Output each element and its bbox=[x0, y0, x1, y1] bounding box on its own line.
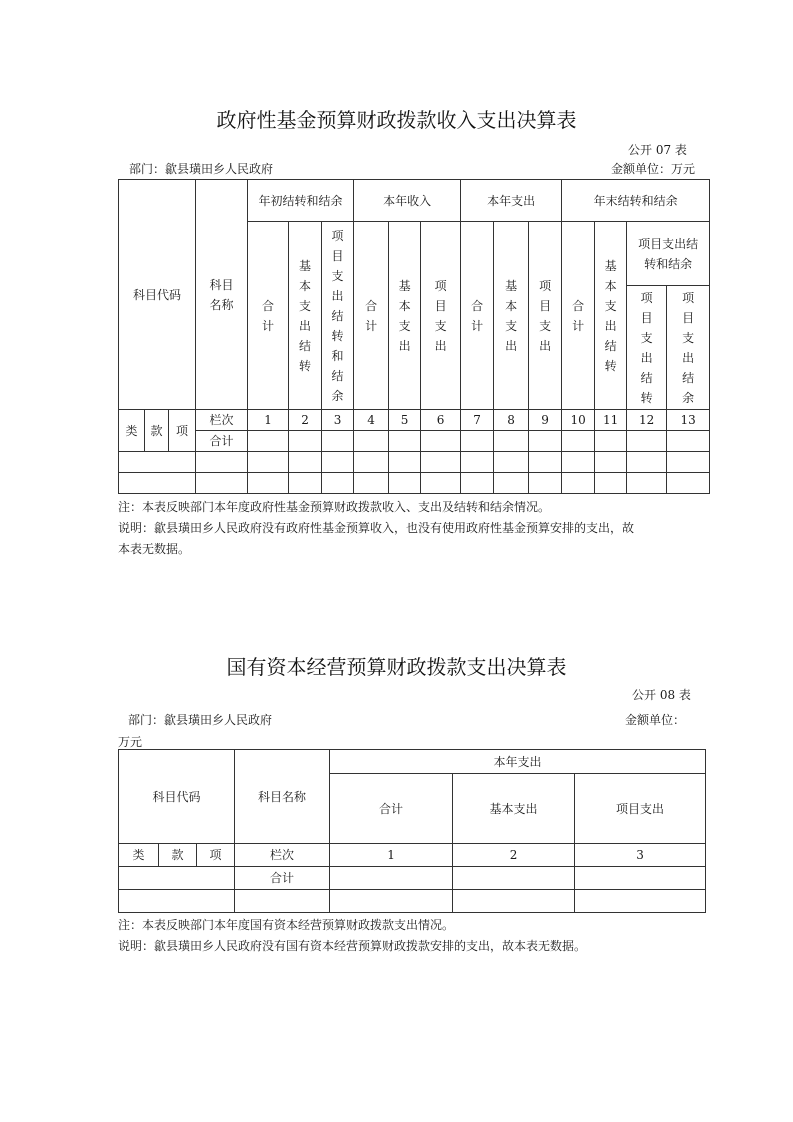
cell bbox=[627, 452, 667, 473]
header-kuan: 款 bbox=[145, 410, 169, 452]
cell bbox=[354, 431, 389, 452]
cell bbox=[595, 431, 627, 452]
header-code: 科目代码 bbox=[119, 750, 235, 844]
column-number: 10 bbox=[562, 410, 595, 431]
cell bbox=[421, 452, 461, 473]
column-number: 9 bbox=[529, 410, 562, 431]
cell bbox=[529, 452, 562, 473]
header-lei: 类 bbox=[119, 844, 159, 867]
header-kuan: 款 bbox=[159, 844, 197, 867]
table1-empty-row bbox=[119, 452, 710, 473]
header-end-group: 年末结转和结余 bbox=[562, 180, 710, 222]
header-expense-project: 项目支出 bbox=[529, 222, 562, 410]
table2-explanation: 说明：歙县璜田乡人民政府没有国有资本经营预算财政拨款安排的支出，故本表无数据。 bbox=[118, 939, 587, 953]
cell bbox=[322, 431, 354, 452]
cell bbox=[354, 473, 389, 494]
header-lei: 类 bbox=[119, 410, 145, 452]
column-number: 7 bbox=[461, 410, 494, 431]
table1-department: 部门：歙县璜田乡人民政府 bbox=[129, 162, 274, 176]
table1-empty-row bbox=[119, 473, 710, 494]
header-end-total: 合计 bbox=[562, 222, 595, 410]
sum-row-label: 合计 bbox=[235, 867, 330, 890]
header-column-no: 栏次 bbox=[196, 410, 248, 431]
cell bbox=[562, 452, 595, 473]
cell bbox=[575, 867, 706, 890]
table1-note: 注：本表反映部门本年度政府性基金预算财政拨款收入、支出及结转和结余情况。 bbox=[118, 500, 551, 514]
header-begin-project-carry-balance: 项目支出结转和结余 bbox=[322, 222, 354, 410]
column-number: 2 bbox=[453, 844, 575, 867]
table2 bbox=[118, 749, 706, 913]
table2-form-number: 公开 08 表 bbox=[632, 688, 691, 702]
table2-sum-row bbox=[119, 867, 706, 890]
cell bbox=[667, 431, 710, 452]
cell bbox=[421, 431, 461, 452]
table1 bbox=[118, 179, 710, 494]
column-number: 5 bbox=[389, 410, 421, 431]
cell bbox=[421, 473, 461, 494]
cell bbox=[322, 452, 354, 473]
header-expense-total: 合计 bbox=[461, 222, 494, 410]
header-name: 科目名称 bbox=[196, 180, 248, 410]
cell bbox=[330, 890, 453, 913]
cell bbox=[494, 473, 529, 494]
table2-unit: 金额单位： bbox=[625, 713, 686, 727]
cell bbox=[248, 452, 289, 473]
column-number: 4 bbox=[354, 410, 389, 431]
cell bbox=[494, 452, 529, 473]
cell bbox=[389, 431, 421, 452]
cell bbox=[196, 473, 248, 494]
cell bbox=[529, 473, 562, 494]
column-number: 2 bbox=[289, 410, 322, 431]
header-income-basic: 基本支出 bbox=[389, 222, 421, 410]
cell bbox=[289, 452, 322, 473]
cell bbox=[289, 473, 322, 494]
table1-explanation-line2: 本表无数据。 bbox=[118, 542, 191, 556]
table1-form-number: 公开 07 表 bbox=[628, 143, 687, 157]
header-income-project: 项目支出 bbox=[421, 222, 461, 410]
cell bbox=[595, 473, 627, 494]
cell bbox=[562, 431, 595, 452]
column-number: 1 bbox=[248, 410, 289, 431]
cell bbox=[322, 473, 354, 494]
header-total: 合计 bbox=[330, 774, 453, 844]
cell bbox=[494, 431, 529, 452]
cell bbox=[389, 473, 421, 494]
cell bbox=[627, 473, 667, 494]
header-income-total: 合计 bbox=[354, 222, 389, 410]
cell bbox=[562, 473, 595, 494]
column-number: 1 bbox=[330, 844, 453, 867]
header-expense-basic: 基本支出 bbox=[494, 222, 529, 410]
cell bbox=[529, 431, 562, 452]
header-end-project-group: 项目支出结转和结余 bbox=[627, 222, 710, 286]
header-end-project-balance: 项目支出结余 bbox=[667, 286, 710, 410]
header-column-no: 栏次 bbox=[235, 844, 330, 867]
cell bbox=[119, 452, 196, 473]
header-name: 科目名称 bbox=[235, 750, 330, 844]
header-basic: 基本支出 bbox=[453, 774, 575, 844]
cell bbox=[389, 452, 421, 473]
cell bbox=[248, 431, 289, 452]
column-number: 6 bbox=[421, 410, 461, 431]
cell bbox=[461, 452, 494, 473]
header-end-project-carry: 项目支出结转 bbox=[627, 286, 667, 410]
cell bbox=[196, 452, 248, 473]
header-income-group: 本年收入 bbox=[354, 180, 461, 222]
header-begin-basic-carry: 基本支出结转 bbox=[289, 222, 322, 410]
column-number: 12 bbox=[627, 410, 667, 431]
column-number: 3 bbox=[575, 844, 706, 867]
cell bbox=[330, 867, 453, 890]
cell bbox=[461, 473, 494, 494]
header-expense-group: 本年支出 bbox=[461, 180, 562, 222]
table2-title: 国有资本经营预算财政拨款支出决算表 bbox=[226, 655, 567, 679]
cell bbox=[575, 890, 706, 913]
cell bbox=[119, 473, 196, 494]
cell bbox=[289, 431, 322, 452]
table1-explanation-line1: 说明：歙县璜田乡人民政府没有政府性基金预算收入，也没有使用政府性基金预算安排的支出，故 bbox=[118, 521, 635, 535]
column-number: 8 bbox=[494, 410, 529, 431]
sum-row-label: 合计 bbox=[196, 431, 248, 452]
table2-unit-continued: 万元 bbox=[118, 735, 143, 749]
cell bbox=[119, 867, 235, 890]
column-number: 13 bbox=[667, 410, 710, 431]
table1-title: 政府性基金预算财政拨款收入支出决算表 bbox=[216, 108, 577, 132]
table1-sum-row bbox=[119, 431, 710, 452]
table2-note: 注：本表反映部门本年度国有资本经营预算财政拨款支出情况。 bbox=[118, 918, 455, 932]
cell bbox=[248, 473, 289, 494]
table2-empty-row bbox=[119, 890, 706, 913]
column-number: 11 bbox=[595, 410, 627, 431]
header-begin-total: 合计 bbox=[248, 222, 289, 410]
header-end-basic-carry: 基本支出结转 bbox=[595, 222, 627, 410]
header-project: 项目支出 bbox=[575, 774, 706, 844]
cell bbox=[235, 890, 330, 913]
table1-unit: 金额单位：万元 bbox=[611, 162, 696, 176]
cell bbox=[667, 452, 710, 473]
header-expense-group: 本年支出 bbox=[330, 750, 706, 774]
cell bbox=[354, 452, 389, 473]
header-begin-group: 年初结转和结余 bbox=[248, 180, 354, 222]
cell bbox=[119, 890, 235, 913]
column-number: 3 bbox=[322, 410, 354, 431]
cell bbox=[453, 890, 575, 913]
header-xiang: 项 bbox=[169, 410, 196, 452]
cell bbox=[453, 867, 575, 890]
header-xiang: 项 bbox=[197, 844, 235, 867]
cell bbox=[461, 431, 494, 452]
table2-department: 部门：歙县璜田乡人民政府 bbox=[128, 713, 273, 727]
cell bbox=[667, 473, 710, 494]
cell bbox=[627, 431, 667, 452]
cell bbox=[595, 452, 627, 473]
header-code: 科目代码 bbox=[119, 180, 196, 410]
